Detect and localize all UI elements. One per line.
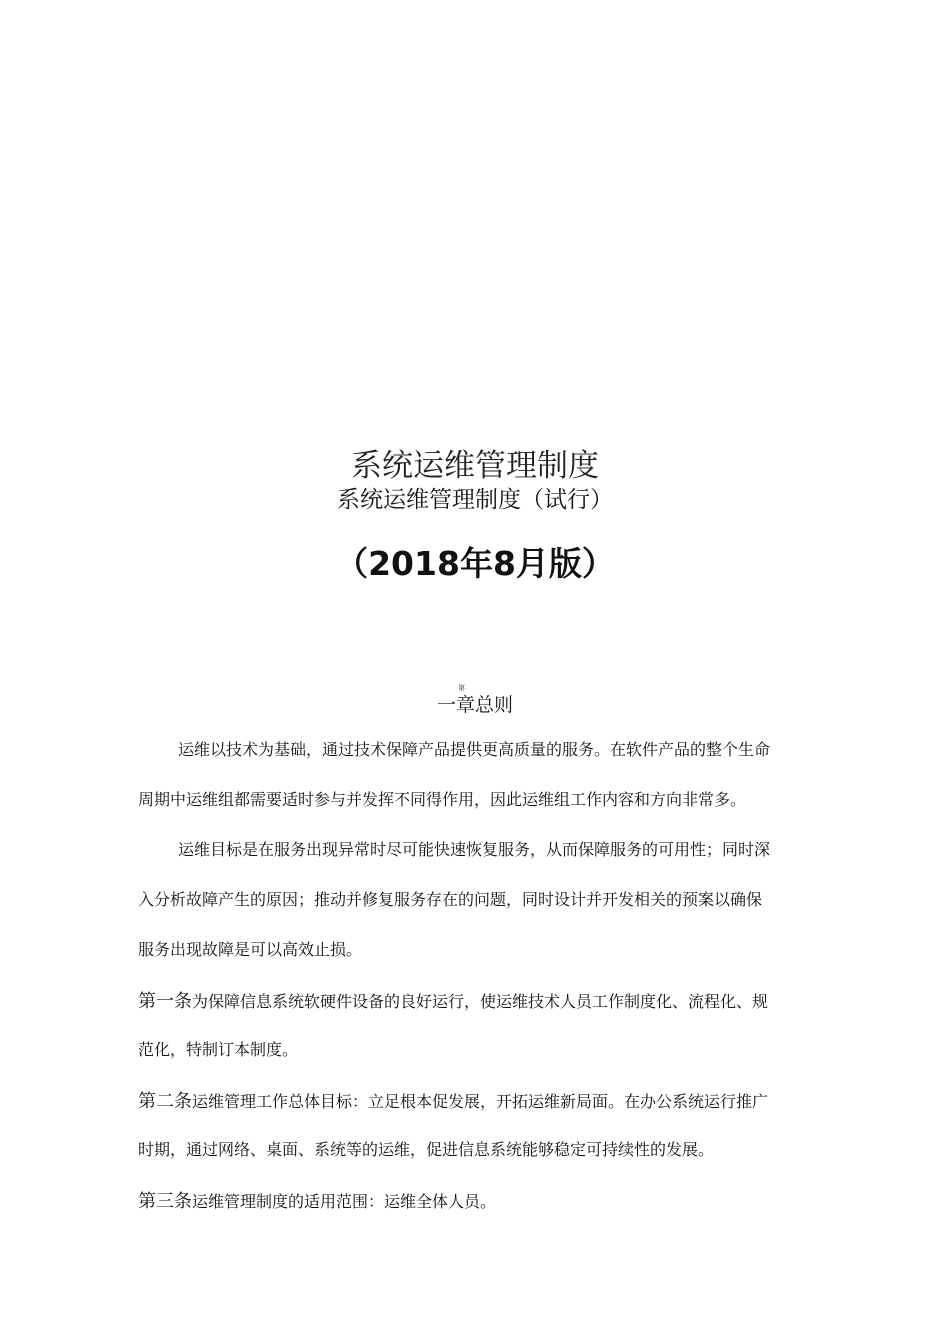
- paragraph-line: 运维目标是在服务出现异常时尽可能快速恢复服务，从而保障服务的可用性；同时深: [178, 840, 771, 859]
- article-line: [138, 987, 818, 1013]
- chapter-heading: 一章总则: [436, 694, 513, 716]
- article-label: 第一条: [138, 991, 192, 1012]
- paragraph-line: 周期中运维组都需要适时参与并发挥不同得作用，因此运维组工作内容和方向非常多。: [138, 790, 747, 809]
- paragraph-line: 服务出现故障是可以高效止损。: [138, 940, 363, 959]
- article-line: [138, 1187, 818, 1213]
- document-title: 系统运维管理制度: [351, 448, 599, 484]
- article-text: 运维管理工作总体目标：立足根本促发展，开拓运维新局面。在办公系统运行推广: [192, 1092, 769, 1111]
- article-label: 第三条: [138, 1191, 192, 1212]
- article-line: 范化，特制订本制度。: [138, 1040, 299, 1059]
- article-text: 运维管理制度的适用范围：运维全体人员。: [192, 1192, 497, 1211]
- paragraph-line: 运维以技术为基础，通过技术保障产品提供更高质量的服务。在软件产品的整个生命: [178, 740, 771, 759]
- article-line: 时期，通过网络、桌面、系统等的运维，促进信息系统能够稳定可持续性的发展。: [138, 1140, 715, 1159]
- article-line: [138, 1087, 818, 1113]
- document-version: （2018年8月版）: [335, 544, 615, 583]
- article-text: 为保障信息系统软硬件设备的良好运行，使运维技术人员工作制度化、流程化、规: [192, 992, 769, 1011]
- document-subtitle: 系统运维管理制度（试行）: [337, 487, 613, 513]
- article-label: 第二条: [138, 1091, 192, 1112]
- paragraph-line: 入分析故障产生的原因；推动并修复服务存在的问题，同时设计并开发相关的预案以确保: [138, 890, 763, 909]
- chapter-mark: 第: [458, 684, 465, 692]
